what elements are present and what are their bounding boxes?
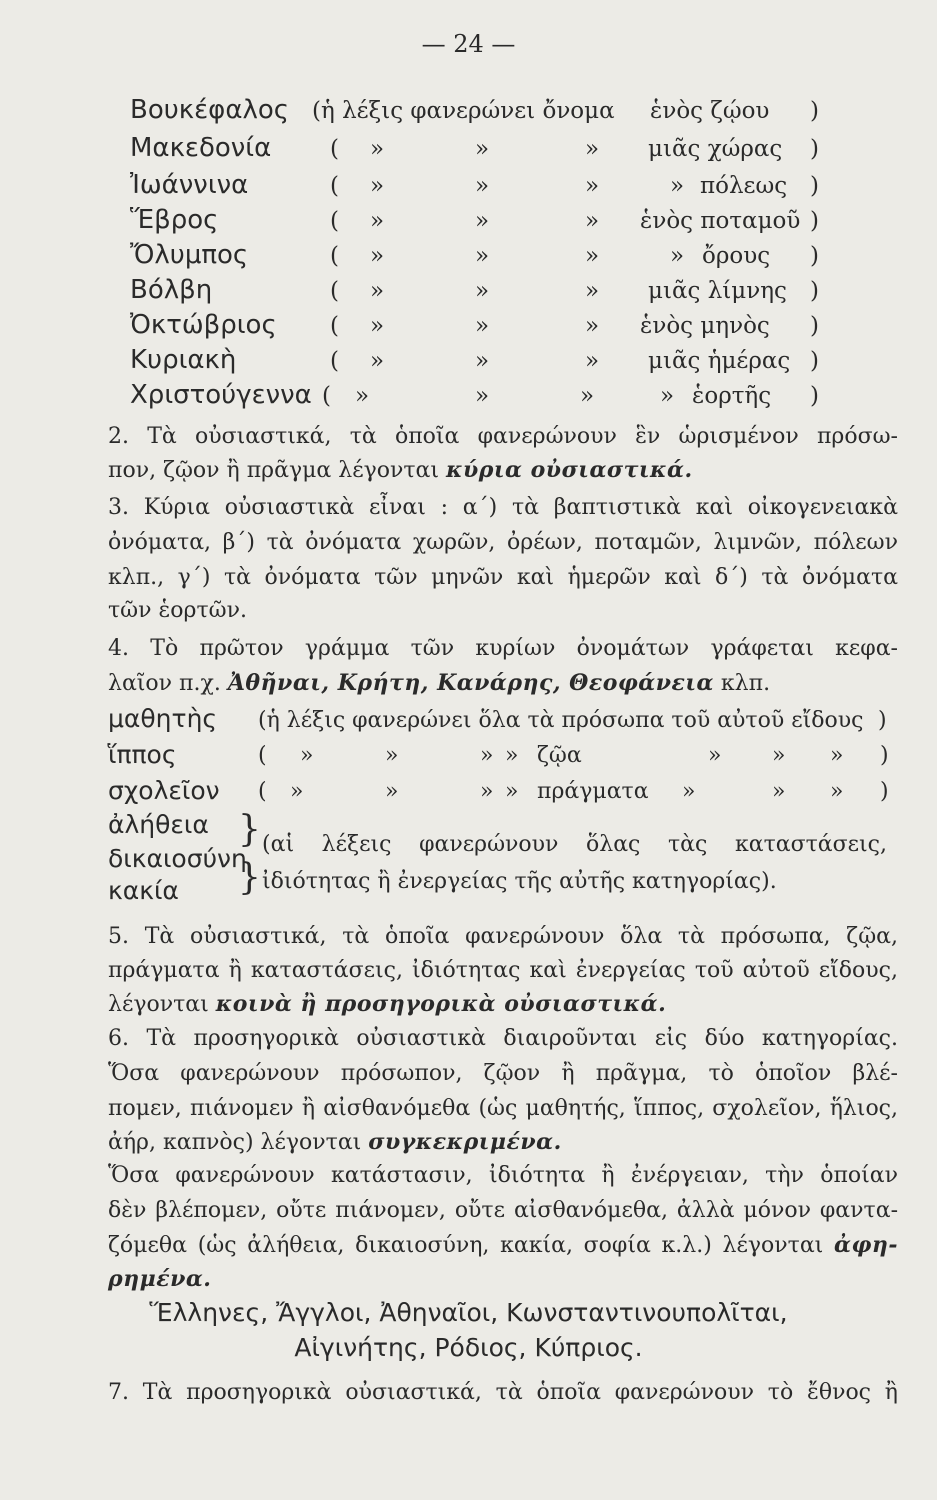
row-close: )	[810, 173, 819, 199]
row-word: Ἕβρος	[130, 205, 219, 235]
row-open: (	[330, 313, 339, 339]
row-word: δικαιοσύνη	[108, 844, 247, 873]
ditto-mark: »	[480, 779, 494, 804]
text-run: ζόμεθα (ὡς ἀλήθεια, δικαιοσύνη, κακία, σοφία κ.λ.) λέγονται	[108, 1233, 835, 1258]
row-text: ἰδιότητας ἢ ἐνεργείας τῆς αὐτῆς κατηγορίας).	[262, 869, 777, 894]
text-line	[108, 991, 898, 1017]
table-row	[130, 240, 850, 281]
row-open: (	[330, 136, 339, 162]
ditto-mark: »	[585, 243, 600, 269]
row-open: (	[258, 779, 267, 804]
text-run: πον, ζῷον ἢ πρᾶγμα λέγονται	[108, 458, 447, 483]
row-word: ἀλήθεια	[108, 810, 209, 839]
row-close: )	[810, 243, 819, 269]
emphasis-term: Ἀθῆναι, Κρήτη, Κανάρης, Θεοφάνεια	[227, 670, 714, 696]
emphasis-term: κοινὰ ἢ προσηγορικὰ οὐσιαστικά.	[215, 991, 667, 1017]
text-line	[108, 1129, 898, 1155]
ditto-mark: »	[475, 208, 490, 234]
ditto-mark: »	[370, 243, 385, 269]
text-line: πομεν, πιάνομεν ἢ αἰσθανόμεθα (ὡς μαθητής, ἵππος, σχολεῖον, ἥλιος,	[108, 1096, 898, 1121]
row-word: κακία	[108, 876, 179, 905]
example-line: Ἕλληνες, Ἄγγλοι, Ἀθηναῖοι, Κωνσταντινουπολῖται,	[149, 1298, 788, 1327]
row-word: μαθητὴς	[108, 704, 218, 733]
ditto-mark: »	[475, 136, 490, 162]
ditto-mark: »	[708, 743, 722, 768]
ditto-mark: »	[475, 348, 490, 374]
ditto-mark: »	[370, 313, 385, 339]
text-line: τῶν ἑορτῶν.	[108, 598, 247, 623]
ditto-mark: »	[370, 136, 385, 162]
ditto-mark: »	[830, 743, 844, 768]
row-text: (ἡ λέξις φανερώνει ὅλα τὰ πρόσωπα τοῦ αὐτοῦ εἴδους	[258, 708, 864, 733]
text-line	[108, 1232, 898, 1258]
text-line: 6. Τὰ προσηγορικὰ οὐσιαστικὰ διαιροῦνται εἰς δύο κατηγορίας.	[108, 1026, 898, 1051]
ditto-mark: »	[585, 173, 600, 199]
row-open: (	[330, 243, 339, 269]
ditto-mark: »	[580, 383, 595, 409]
emphasis-term: ἀφη-	[834, 1232, 898, 1258]
example-line: Αἰγινήτης, Ρόδιος, Κύπριος.	[294, 1333, 643, 1362]
emphasis-term: συγκεκριμένα.	[368, 1129, 562, 1155]
row-close: )	[810, 278, 819, 304]
row-desc: ζῷα	[537, 743, 582, 768]
row-open: (	[330, 208, 339, 234]
table-row	[130, 380, 850, 421]
ditto-mark: »	[290, 779, 304, 804]
row-close: )	[880, 779, 889, 804]
row-desc: ἑορτῆς	[692, 383, 772, 409]
text-line: 4. Τὸ πρῶτον γράμμα τῶν κυρίων ὀνομάτων γράφεται κεφα-	[108, 636, 898, 661]
row-desc: μιᾶς χώρας	[648, 136, 783, 162]
emphasis-term: κύρια οὐσιαστικά.	[446, 457, 693, 483]
ditto-mark: »	[370, 278, 385, 304]
table-row	[130, 170, 850, 211]
row-word: Ὀκτώβριος	[130, 310, 277, 340]
row-word: Μακεδονία	[130, 133, 272, 163]
ditto-mark: »	[475, 313, 490, 339]
row-word: ἵππος	[108, 740, 177, 769]
row-close: )	[810, 208, 819, 234]
row-desc: ἑνὸς ζῴου	[650, 98, 770, 124]
row-open: (	[330, 348, 339, 374]
ditto-mark: »	[505, 743, 519, 768]
text-line: πράγματα ἢ καταστάσεις, ἰδιότητας καὶ ἐνεργείας τοῦ αὐτοῦ εἴδους,	[108, 958, 898, 983]
ditto-mark: »	[475, 383, 490, 409]
ditto-mark: »	[682, 779, 696, 804]
ditto-mark: »	[475, 173, 490, 199]
text-run: κλπ.	[713, 671, 771, 696]
row-desc: μιᾶς ἡμέρας	[648, 348, 791, 374]
row-close: )	[810, 313, 819, 339]
row-word: Βόλβη	[130, 275, 213, 305]
table-row	[130, 95, 850, 136]
text-line: Ὅσα φανερώνουν πρόσωπον, ζῷον ἢ πρᾶγμα, τὸ ὁποῖον βλέ-	[108, 1061, 898, 1086]
emphasis-term: ρημένα.	[108, 1266, 212, 1292]
ditto-mark: »	[585, 278, 600, 304]
text-line: 7. Τὰ προσηγορικὰ οὐσιαστικά, τὰ ὁποῖα φανερώνουν τὸ ἔθνος ἢ	[108, 1380, 898, 1405]
text-line: 2. Τὰ οὐσιαστικά, τὰ ὁποῖα φανερώνουν ἓν ὡρισμένον πρόσω-	[108, 424, 898, 449]
row-word: Χριστούγεννα	[130, 380, 312, 410]
row-close: )	[810, 383, 819, 409]
row-word: σχολεῖον	[108, 776, 220, 805]
ditto-mark: »	[585, 136, 600, 162]
row-close: )	[880, 743, 889, 768]
ditto-mark: »	[772, 743, 786, 768]
row-open: (	[330, 173, 339, 199]
row-word: Ἰωάννινα	[130, 170, 249, 200]
ditto-mark: »	[670, 243, 685, 269]
page-number: — 24 —	[421, 30, 516, 58]
row-close: )	[810, 98, 819, 124]
row-open: (	[258, 743, 267, 768]
row-word: Ὄλυμπος	[130, 240, 249, 270]
ditto-mark: »	[300, 743, 314, 768]
ditto-mark: »	[480, 743, 494, 768]
table-row	[130, 133, 850, 174]
row-close: )	[878, 708, 887, 733]
row-word: Κυριακὴ	[130, 345, 237, 375]
table-row	[130, 310, 850, 351]
text-line: 5. Τὰ οὐσιαστικά, τὰ ὁποῖα φανερώνουν ὅλα τὰ πρόσωπα, ζῷα,	[108, 924, 898, 949]
text-line	[108, 457, 898, 483]
ditto-mark: »	[370, 208, 385, 234]
row-desc: ὄρους	[702, 243, 771, 269]
text-run: λαῖον π.χ.	[108, 671, 228, 696]
row-open: (	[322, 383, 331, 409]
row-desc: ἑνὸς ποταμοῦ	[640, 208, 801, 234]
ditto-mark: »	[370, 173, 385, 199]
text-run: ἀήρ, καπνὸς) λέγονται	[108, 1130, 369, 1155]
ditto-mark: »	[585, 313, 600, 339]
text-line: ὀνόματα, β΄) τὰ ὀνόματα χωρῶν, ὀρέων, ποταμῶν, λιμνῶν, πόλεων	[108, 530, 898, 555]
ditto-mark: »	[385, 779, 399, 804]
row-desc: πράγματα	[537, 779, 649, 804]
ditto-mark: »	[505, 779, 519, 804]
row-open: (ἡ λέξις φανερώνει ὄνομα	[312, 98, 615, 124]
ditto-mark: »	[772, 779, 786, 804]
row-close: )	[810, 348, 819, 374]
text-run: λέγονται	[108, 992, 216, 1017]
ditto-mark: »	[475, 243, 490, 269]
row-desc: ἑνὸς μηνὸς	[640, 313, 770, 339]
ditto-mark: »	[585, 348, 600, 374]
row-close: )	[810, 136, 819, 162]
text-line: δὲν βλέπομεν, οὔτε πιάνομεν, οὔτε αἰσθανόμεθα, ἀλλὰ μόνον φαντα-	[108, 1198, 898, 1223]
ditto-mark: »	[670, 173, 685, 199]
ditto-mark: »	[370, 348, 385, 374]
row-desc: μιᾶς λίμνης	[648, 278, 787, 304]
row-word: Βουκέφαλος	[130, 95, 290, 125]
row-text: (αἱ λέξεις φανερώνουν ὅλας τὰς καταστάσεις,	[262, 832, 887, 857]
ditto-mark: »	[660, 383, 675, 409]
ditto-mark: »	[830, 779, 844, 804]
ditto-mark: »	[585, 208, 600, 234]
ditto-mark: »	[385, 743, 399, 768]
text-line: Ὅσα φανερώνουν κατάστασιν, ἰδιότητα ἢ ἐνέργειαν, τὴν ὁποίαν	[108, 1163, 898, 1188]
text-line	[108, 1266, 898, 1292]
row-open: (	[330, 278, 339, 304]
text-line: κλπ., γ΄) τὰ ὀνόματα τῶν μηνῶν καὶ ἡμερῶν καὶ δ΄) τὰ ὀνόματα	[108, 565, 898, 590]
text-line: 3. Κύρια οὐσιαστικὰ εἶναι : α΄) τὰ βαπτιστικὰ καὶ οἰκογενειακὰ	[108, 495, 898, 520]
ditto-mark: »	[475, 278, 490, 304]
bracket-icon: }	[238, 857, 261, 898]
bracket-icon: }	[238, 809, 261, 850]
text-line	[108, 670, 898, 696]
row-desc: πόλεως	[700, 173, 788, 199]
ditto-mark: »	[355, 383, 370, 409]
